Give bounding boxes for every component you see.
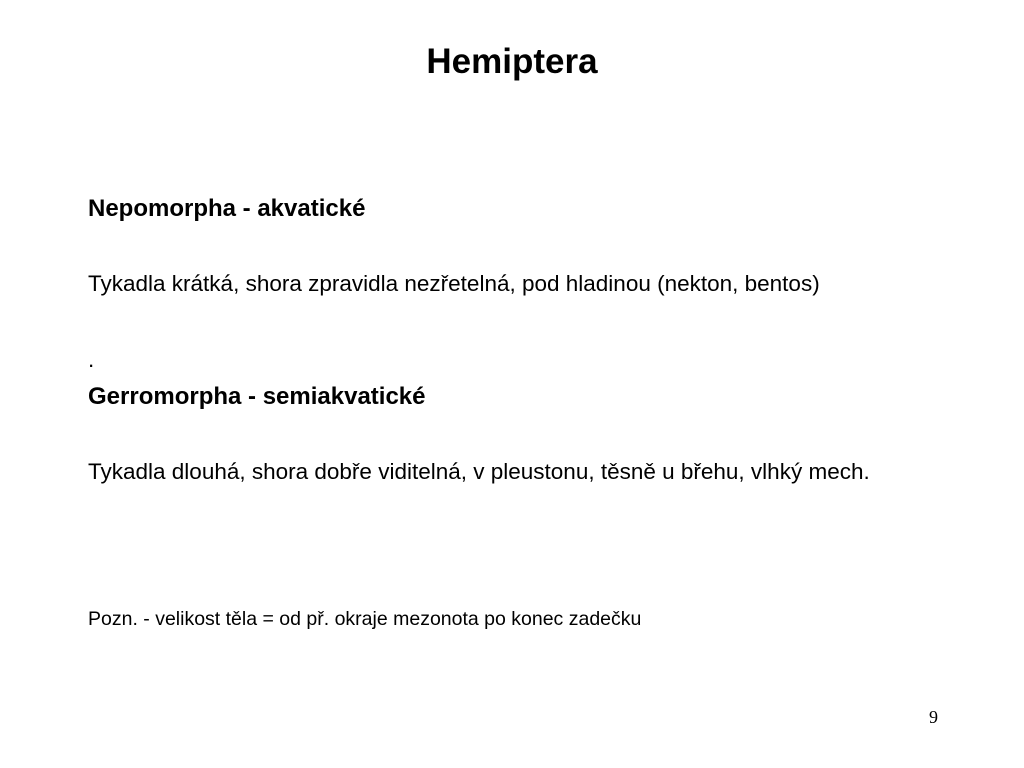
page-number: 9 [929, 707, 938, 727]
separator-dot: . [88, 347, 95, 372]
note-text: Pozn. - velikost těla = od př. okraje mezonota po konec zadečku [88, 608, 642, 630]
section-text-gerromorpha: Tykadla dlouhá, shora dobře viditelná, v pleustonu, těsně u břehu, vlhký mech. [88, 459, 870, 484]
slide-title: Hemiptera [426, 42, 598, 81]
section-heading-nepomorpha: Nepomorpha - akvatické [88, 195, 366, 222]
section-text-nepomorpha: Tykadla krátká, shora zpravidla nezřetelná, pod hladinou (nekton, bentos) [88, 271, 820, 296]
section-heading-gerromorpha: Gerromorpha - semiakvatické [88, 383, 426, 410]
